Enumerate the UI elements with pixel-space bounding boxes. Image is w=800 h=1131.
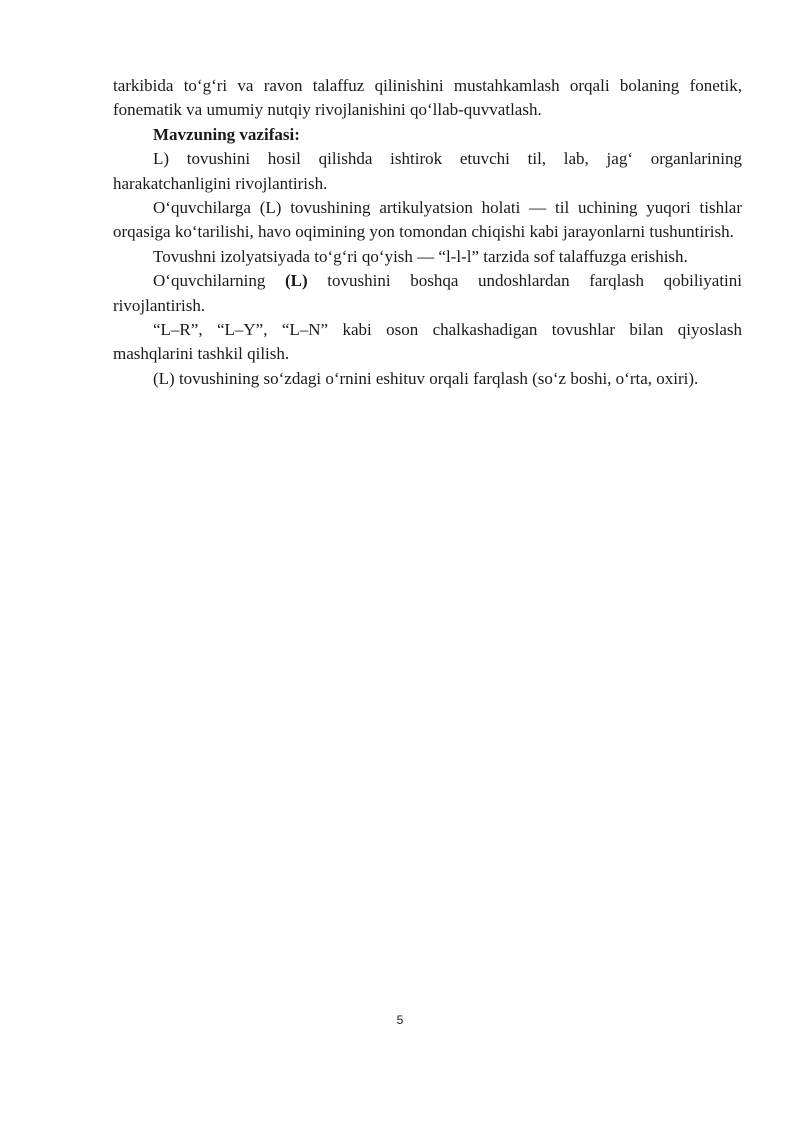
task-paragraph-4-bold: (L) — [285, 271, 308, 291]
task-paragraph-2: O‘quvchilarga (L) tovushining artikulyatsion holati — til uchining yuqori tishlar orqasiga ko‘tarilishi, havo oqimining yon tomondan chiqishi kabi jarayonlarni tushuntirish. — [113, 198, 742, 242]
task-paragraph-1: L) tovushini hosil qilishda ishtirok etuvchi til, lab, jag‘ organlarining harakatchanligini rivojlantirish. — [113, 149, 742, 193]
task-paragraph-4-before: O‘quvchilarning — [153, 271, 285, 291]
task-paragraph-6: (L) tovushining so‘zdagi o‘rnini eshituv orqali farqlash (so‘z boshi, o‘rta, oxiri). — [153, 368, 699, 388]
task-paragraph-3: Tovushni izolyatsiyada to‘g‘ri qo‘yish — “l-l-l” tarzida sof talaffuzga erishish. — [153, 246, 688, 266]
task-paragraph-5: “L–R”, “L–Y”, “L–N” kabi oson chalkashadigan tovushlar bilan qiyoslash mashqlarini tashkil qilish. — [113, 320, 742, 364]
intro-paragraph: tarkibida to‘g‘ri va ravon talaffuz qilinishini mustahkamlash orqali bolaning fonetik, fonematik va umumiy nutqiy rivojlanishini qo‘llab-quvvatlash. — [113, 76, 742, 120]
document-body — [113, 74, 742, 391]
page-number: 5 — [396, 1013, 404, 1027]
tasks-heading: Mavzuning vazifasi: — [153, 124, 300, 144]
task-paragraph-4 — [113, 269, 742, 318]
task-paragraph-4-after: tovushini boshqa undoshlardan farqlash qobiliyatini rivojlantirish. — [113, 271, 742, 315]
